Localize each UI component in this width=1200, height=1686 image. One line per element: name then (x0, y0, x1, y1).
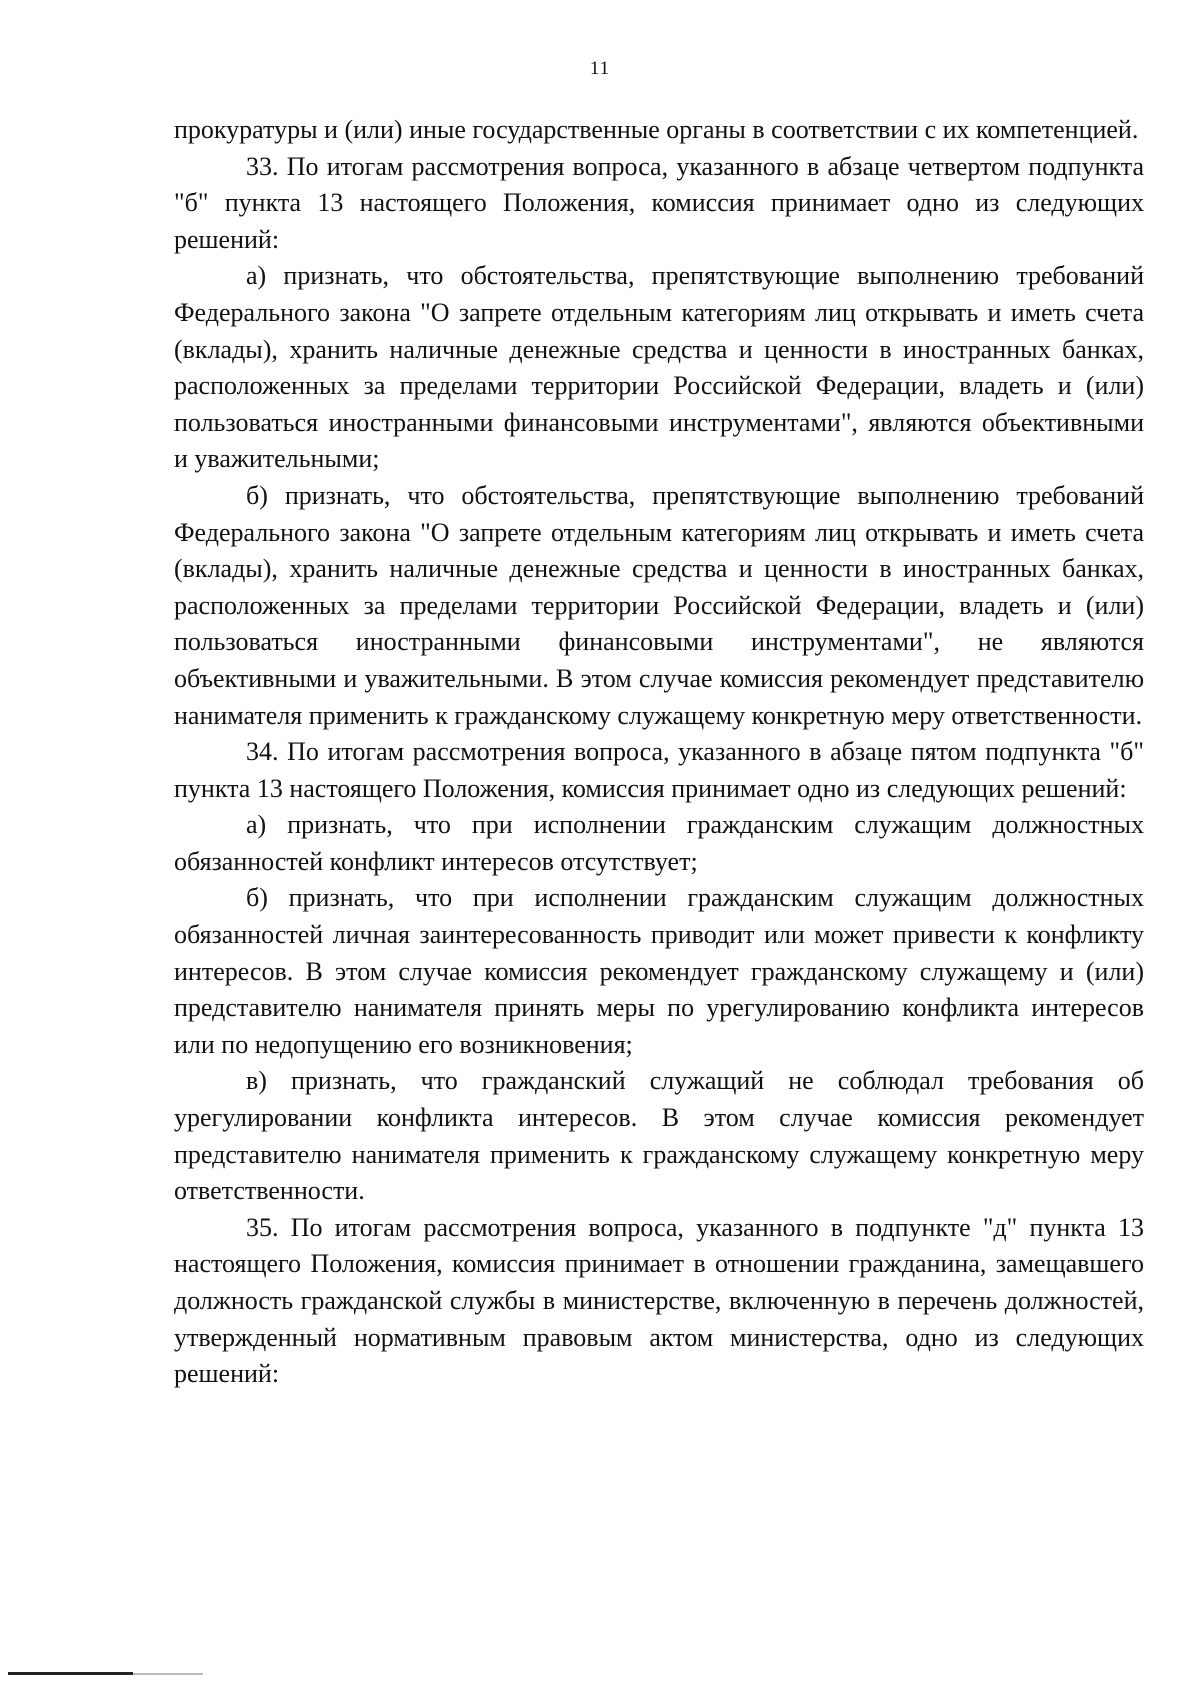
paragraph-item-34-v: в) признать, что гражданский служащий не соблюдал требования об урегулировании конфликта интересов. В этом случае комиссия рекомендует представителю нанимателя применить к гражданскому служащему конкретную меру ответственности. (174, 1066, 1144, 1206)
scan-edge-mark-faint (133, 1673, 203, 1675)
paragraph-item-34-a: а) признать, что при исполнении гражданским служащим должностных обязанностей конфликт интересов отсутствует; (174, 810, 1144, 876)
document-body (174, 112, 1144, 1393)
paragraph-item-33: 33. По итогам рассмотрения вопроса, указанного в абзаце четвертом подпункта "б" пункта 13 настоящего Положения, комиссия принимает одно из следующих решений: (174, 151, 1144, 254)
paragraph-item-35: 35. По итогам рассмотрения вопроса, указанного в подпункте "д" пункта 13 настоящего Положения, комиссия принимает в отношении гражданина, замещавшего должность гражданской службы в министерстве, включенную в перечень должностей, утвержденный нормативным правовым актом министерства, одно из следующих решений: (174, 1212, 1144, 1389)
page-number: 11 (589, 58, 611, 79)
paragraph-item-34: 34. По итогам рассмотрения вопроса, указанного в абзаце пятом подпункта "б" пункта 13 настоящего Положения, комиссия принимает одно из следующих решений: (174, 737, 1144, 803)
scan-edge-mark (8, 1672, 133, 1675)
paragraph-item-33-a: а) признать, что обстоятельства, препятствующие выполнению требований Федерального закона "О запрете отдельным категориям лиц открывать и иметь счета (вклады), хранить наличные денежные средства и ценности в иностранных банках, расположенных за пределами территории Российской Федерации, владеть и (или) пользоваться иностранными финансовыми инструментами", являются объективными и уважительными; (174, 261, 1144, 474)
paragraph-item-34-b: б) признать, что при исполнении гражданским служащим должностных обязанностей личная заинтересованность приводит или может привести к конфликту интересов. В этом случае комиссия рекомендует гражданскому служащему и (или) представителю нанимателя принять меры по урегулированию конфликта интересов или по недопущению его возникновения; (174, 883, 1144, 1059)
paragraph-item-33-b: б) признать, что обстоятельства, препятствующие выполнению требований Федерального закона "О запрете отдельным категориям лиц открывать и иметь счета (вклады), хранить наличные денежные средства и ценности в иностранных банках, расположенных за пределами территории Российской Федерации, владеть и (или) пользоваться иностранными финансовыми инструментами", не являются объективными и уважительными. В этом случае комиссия рекомендует представителю нанимателя применить к гражданскому служащему конкретную меру ответственности. (174, 480, 1144, 730)
paragraph-continuation: прокуратуры и (или) иные государственные органы в соответствии с их компетенцией. (174, 115, 1139, 144)
